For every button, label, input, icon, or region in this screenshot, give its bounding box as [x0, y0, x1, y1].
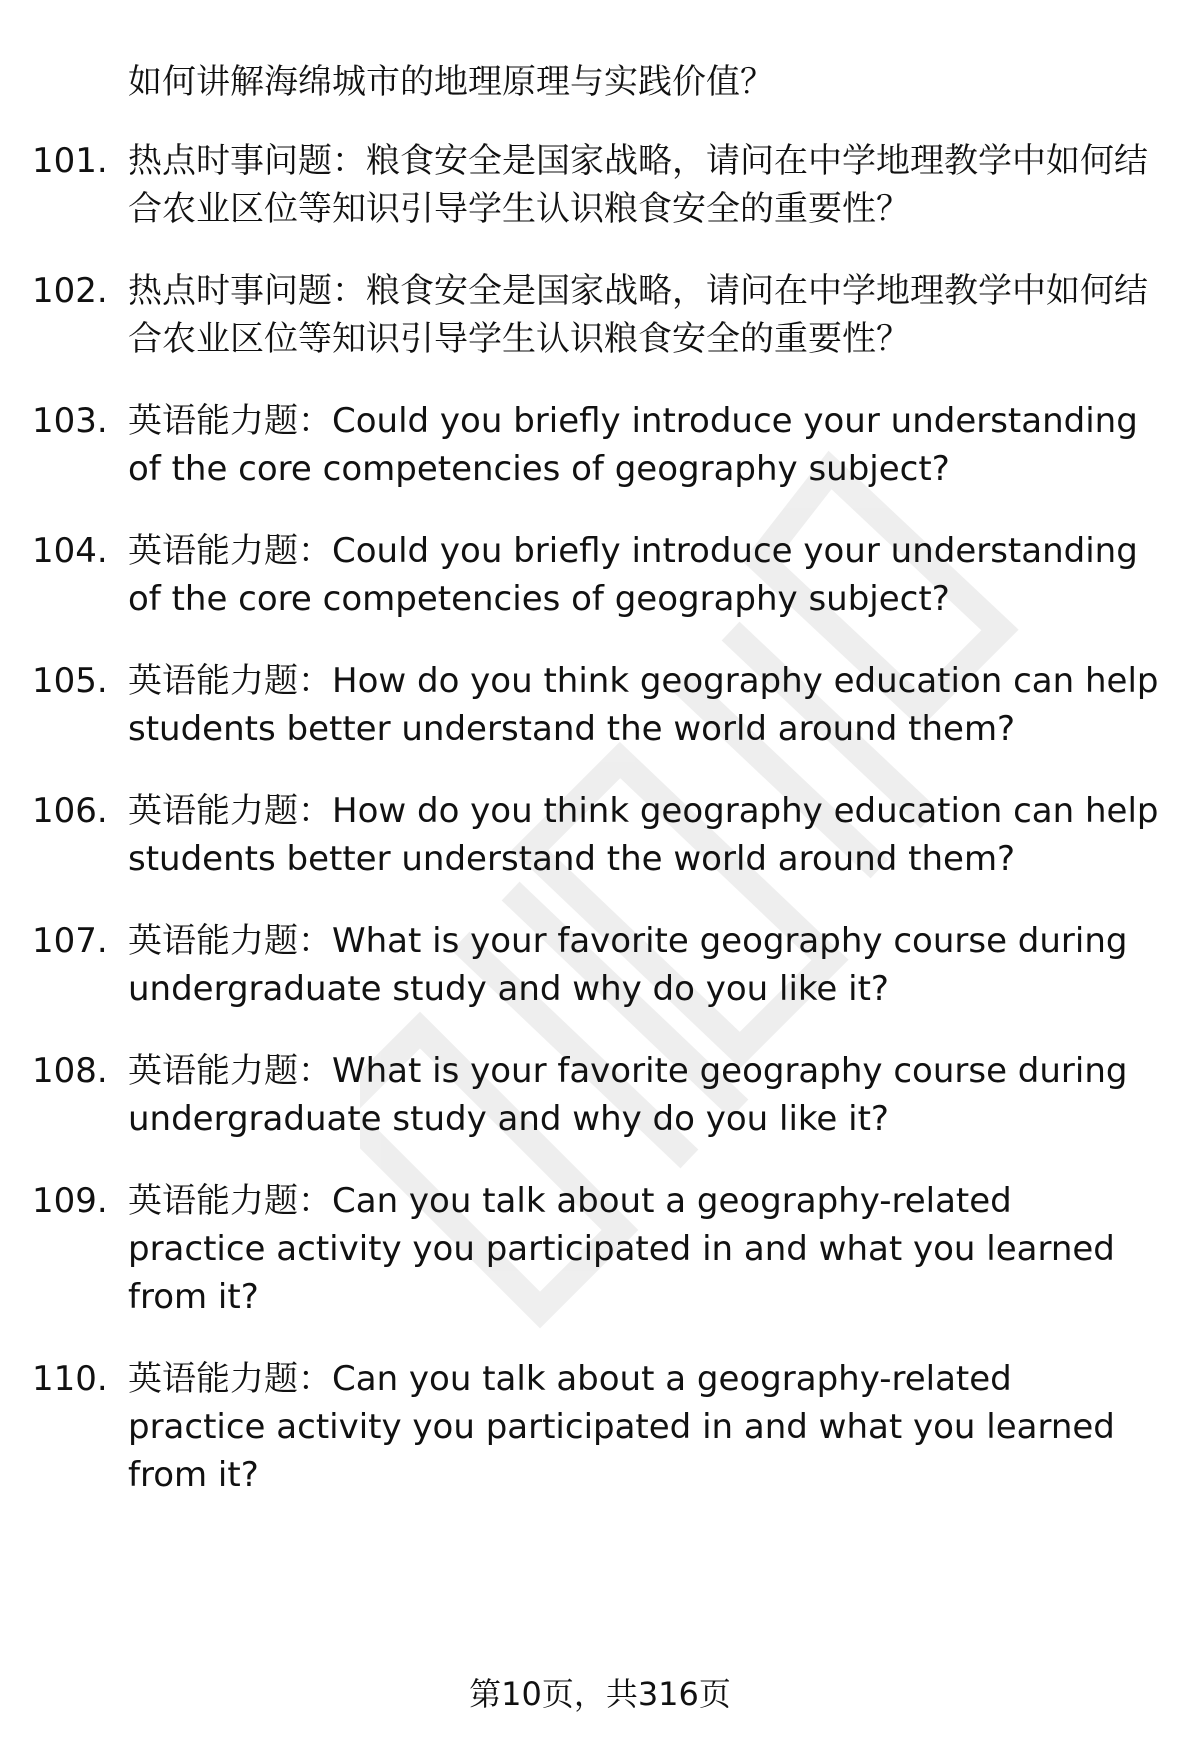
question-number: 101.	[32, 141, 108, 181]
question-text: 英语能力题：Can you talk about a geography-related practice activity you participated in and what you learned from it?	[128, 1359, 1115, 1495]
question-text: 热点时事问题：粮食安全是国家战略，请问在中学地理教学中如何结合农业区位等知识引导学生认识粮食安全的重要性？	[128, 271, 1148, 359]
question-number: 108.	[32, 1051, 108, 1091]
question-text: 英语能力题：How do you think geography education can help students better understand the world around them?	[128, 661, 1159, 749]
question-item	[0, 527, 1200, 623]
question-text: 英语能力题：Could you briefly introduce your understanding of the core competencies of geography subject?	[128, 401, 1138, 489]
question-text: 英语能力题：What is your favorite geography course during undergraduate study and why do you like it?	[128, 921, 1128, 1009]
question-item	[0, 137, 1200, 233]
question-number: 103.	[32, 401, 108, 441]
question-number: 110.	[32, 1359, 108, 1399]
question-item	[0, 657, 1200, 753]
question-number: 105.	[32, 661, 108, 701]
question-item	[0, 1355, 1200, 1499]
question-number: 106.	[32, 791, 108, 831]
question-number: 104.	[32, 531, 108, 571]
page-number: 第10页，共316页	[469, 1675, 731, 1713]
question-text: 英语能力题：How do you think geography education can help students better understand the world around them?	[128, 791, 1159, 879]
question-item	[0, 1047, 1200, 1143]
question-item	[0, 917, 1200, 1013]
question-number: 107.	[32, 921, 108, 961]
question-item	[0, 787, 1200, 883]
question-item	[0, 1177, 1200, 1321]
question-text: 热点时事问题：粮食安全是国家战略，请问在中学地理教学中如何结合农业区位等知识引导学生认识粮食安全的重要性？	[128, 141, 1148, 229]
question-text: 英语能力题：Could you briefly introduce your understanding of the core competencies of geography subject?	[128, 531, 1138, 619]
question-text: 英语能力题：Can you talk about a geography-related practice activity you participated in and what you learned from it?	[128, 1181, 1115, 1317]
question-number: 102.	[32, 271, 108, 311]
question-text: 英语能力题：What is your favorite geography course during undergraduate study and why do you like it?	[128, 1051, 1128, 1139]
question-item	[0, 397, 1200, 493]
question-number: 109.	[32, 1181, 108, 1221]
continuation-text: 如何讲解海绵城市的地理原理与实践价值？	[128, 62, 774, 102]
question-list	[0, 137, 1200, 1533]
question-item	[0, 267, 1200, 363]
